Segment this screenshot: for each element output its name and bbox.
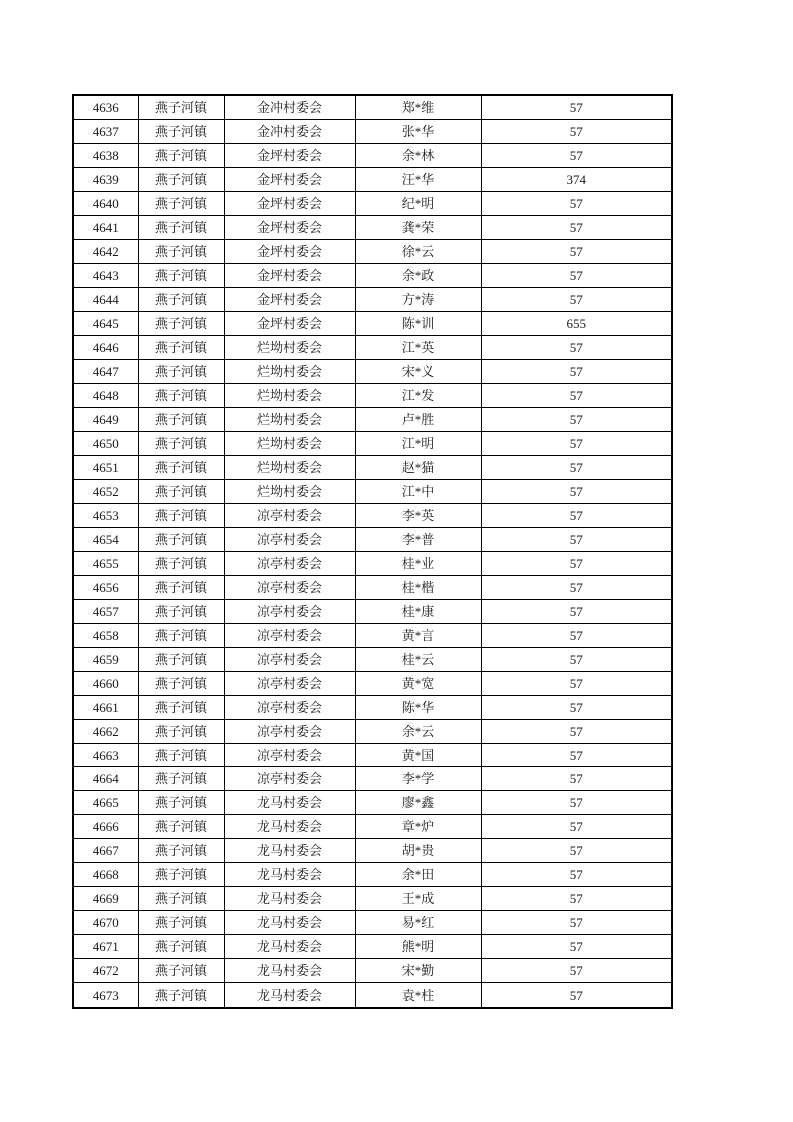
cell-amount: 57 bbox=[481, 983, 672, 1008]
cell-person-name: 江*英 bbox=[355, 336, 481, 360]
cell-village-committee: 龙马村委会 bbox=[224, 791, 355, 815]
cell-amount: 57 bbox=[481, 192, 672, 216]
table-row bbox=[73, 383, 672, 407]
cell-person-name: 宋*勤 bbox=[355, 959, 481, 983]
cell-village-committee: 金冲村委会 bbox=[224, 95, 355, 120]
cell-serial-number: 4663 bbox=[73, 743, 138, 767]
cell-person-name: 江*明 bbox=[355, 431, 481, 455]
cell-person-name: 廖*鑫 bbox=[355, 791, 481, 815]
cell-village-committee: 烂坳村委会 bbox=[224, 479, 355, 503]
cell-village-committee: 金坪村委会 bbox=[224, 312, 355, 336]
cell-serial-number: 4655 bbox=[73, 551, 138, 575]
cell-amount: 57 bbox=[481, 264, 672, 288]
cell-town: 燕子河镇 bbox=[138, 479, 224, 503]
table-row bbox=[73, 264, 672, 288]
cell-amount: 57 bbox=[481, 288, 672, 312]
cell-serial-number: 4643 bbox=[73, 264, 138, 288]
cell-town: 燕子河镇 bbox=[138, 935, 224, 959]
cell-town: 燕子河镇 bbox=[138, 647, 224, 671]
table-row bbox=[73, 767, 672, 791]
table-row bbox=[73, 527, 672, 551]
table-row bbox=[73, 240, 672, 264]
table-row bbox=[73, 887, 672, 911]
cell-village-committee: 龙马村委会 bbox=[224, 815, 355, 839]
cell-person-name: 徐*云 bbox=[355, 240, 481, 264]
cell-person-name: 余*林 bbox=[355, 144, 481, 168]
cell-serial-number: 4652 bbox=[73, 479, 138, 503]
cell-amount: 57 bbox=[481, 863, 672, 887]
cell-village-committee: 金坪村委会 bbox=[224, 240, 355, 264]
cell-town: 燕子河镇 bbox=[138, 815, 224, 839]
cell-town: 燕子河镇 bbox=[138, 240, 224, 264]
cell-town: 燕子河镇 bbox=[138, 168, 224, 192]
cell-person-name: 汪*华 bbox=[355, 168, 481, 192]
table-row bbox=[73, 839, 672, 863]
cell-village-committee: 金坪村委会 bbox=[224, 264, 355, 288]
table-row bbox=[73, 719, 672, 743]
cell-town: 燕子河镇 bbox=[138, 911, 224, 935]
cell-person-name: 桂*康 bbox=[355, 599, 481, 623]
cell-town: 燕子河镇 bbox=[138, 264, 224, 288]
cell-serial-number: 4649 bbox=[73, 407, 138, 431]
cell-amount: 57 bbox=[481, 120, 672, 144]
table-row bbox=[73, 168, 672, 192]
cell-town: 燕子河镇 bbox=[138, 887, 224, 911]
table-row bbox=[73, 551, 672, 575]
cell-village-committee: 龙马村委会 bbox=[224, 887, 355, 911]
cell-town: 燕子河镇 bbox=[138, 983, 224, 1008]
roster-table bbox=[72, 94, 673, 1009]
cell-village-committee: 凉亭村委会 bbox=[224, 599, 355, 623]
table-row bbox=[73, 599, 672, 623]
cell-town: 燕子河镇 bbox=[138, 959, 224, 983]
cell-amount: 57 bbox=[481, 887, 672, 911]
cell-amount: 374 bbox=[481, 168, 672, 192]
cell-amount: 57 bbox=[481, 336, 672, 360]
table-row bbox=[73, 431, 672, 455]
cell-amount: 57 bbox=[481, 431, 672, 455]
cell-village-committee: 龙马村委会 bbox=[224, 839, 355, 863]
cell-town: 燕子河镇 bbox=[138, 839, 224, 863]
cell-serial-number: 4672 bbox=[73, 959, 138, 983]
cell-serial-number: 4645 bbox=[73, 312, 138, 336]
cell-serial-number: 4641 bbox=[73, 216, 138, 240]
cell-town: 燕子河镇 bbox=[138, 743, 224, 767]
cell-village-committee: 烂坳村委会 bbox=[224, 336, 355, 360]
cell-amount: 57 bbox=[481, 240, 672, 264]
cell-person-name: 章*炉 bbox=[355, 815, 481, 839]
cell-town: 燕子河镇 bbox=[138, 383, 224, 407]
cell-person-name: 纪*明 bbox=[355, 192, 481, 216]
cell-amount: 57 bbox=[481, 839, 672, 863]
cell-amount: 57 bbox=[481, 791, 672, 815]
cell-amount: 57 bbox=[481, 575, 672, 599]
cell-serial-number: 4665 bbox=[73, 791, 138, 815]
cell-town: 燕子河镇 bbox=[138, 623, 224, 647]
cell-person-name: 黄*言 bbox=[355, 623, 481, 647]
cell-amount: 57 bbox=[481, 743, 672, 767]
table-row bbox=[73, 815, 672, 839]
cell-serial-number: 4651 bbox=[73, 455, 138, 479]
cell-person-name: 黄*宽 bbox=[355, 671, 481, 695]
cell-person-name: 袁*柱 bbox=[355, 983, 481, 1008]
cell-person-name: 黄*国 bbox=[355, 743, 481, 767]
cell-amount: 57 bbox=[481, 815, 672, 839]
table-row bbox=[73, 95, 672, 120]
cell-amount: 57 bbox=[481, 479, 672, 503]
cell-person-name: 陈*华 bbox=[355, 695, 481, 719]
cell-person-name: 宋*义 bbox=[355, 360, 481, 384]
cell-amount: 57 bbox=[481, 623, 672, 647]
cell-serial-number: 4667 bbox=[73, 839, 138, 863]
table-row bbox=[73, 983, 672, 1008]
cell-person-name: 郑*维 bbox=[355, 95, 481, 120]
cell-serial-number: 4644 bbox=[73, 288, 138, 312]
table-row bbox=[73, 935, 672, 959]
cell-village-committee: 烂坳村委会 bbox=[224, 360, 355, 384]
cell-person-name: 桂*云 bbox=[355, 647, 481, 671]
table-row bbox=[73, 503, 672, 527]
cell-village-committee: 烂坳村委会 bbox=[224, 455, 355, 479]
cell-serial-number: 4650 bbox=[73, 431, 138, 455]
cell-serial-number: 4636 bbox=[73, 95, 138, 120]
cell-serial-number: 4670 bbox=[73, 911, 138, 935]
cell-village-committee: 凉亭村委会 bbox=[224, 719, 355, 743]
table-row bbox=[73, 192, 672, 216]
cell-village-committee: 金坪村委会 bbox=[224, 144, 355, 168]
cell-person-name: 李*英 bbox=[355, 503, 481, 527]
table-body bbox=[73, 95, 672, 1008]
table-row bbox=[73, 144, 672, 168]
table-row bbox=[73, 791, 672, 815]
cell-village-committee: 凉亭村委会 bbox=[224, 647, 355, 671]
cell-serial-number: 4648 bbox=[73, 383, 138, 407]
cell-serial-number: 4658 bbox=[73, 623, 138, 647]
cell-village-committee: 烂坳村委会 bbox=[224, 383, 355, 407]
table-row bbox=[73, 959, 672, 983]
cell-serial-number: 4662 bbox=[73, 719, 138, 743]
cell-amount: 57 bbox=[481, 551, 672, 575]
cell-village-committee: 烂坳村委会 bbox=[224, 407, 355, 431]
cell-serial-number: 4638 bbox=[73, 144, 138, 168]
cell-town: 燕子河镇 bbox=[138, 336, 224, 360]
cell-person-name: 方*涛 bbox=[355, 288, 481, 312]
cell-town: 燕子河镇 bbox=[138, 671, 224, 695]
cell-person-name: 江*发 bbox=[355, 383, 481, 407]
cell-town: 燕子河镇 bbox=[138, 791, 224, 815]
cell-amount: 655 bbox=[481, 312, 672, 336]
cell-person-name: 张*华 bbox=[355, 120, 481, 144]
table-row bbox=[73, 120, 672, 144]
table-row bbox=[73, 575, 672, 599]
cell-village-committee: 金坪村委会 bbox=[224, 192, 355, 216]
cell-person-name: 桂*业 bbox=[355, 551, 481, 575]
cell-village-committee: 凉亭村委会 bbox=[224, 671, 355, 695]
cell-amount: 57 bbox=[481, 383, 672, 407]
cell-serial-number: 4660 bbox=[73, 671, 138, 695]
cell-amount: 57 bbox=[481, 695, 672, 719]
cell-town: 燕子河镇 bbox=[138, 695, 224, 719]
cell-village-committee: 金坪村委会 bbox=[224, 168, 355, 192]
table-row bbox=[73, 455, 672, 479]
cell-town: 燕子河镇 bbox=[138, 216, 224, 240]
cell-village-committee: 龙马村委会 bbox=[224, 959, 355, 983]
cell-town: 燕子河镇 bbox=[138, 144, 224, 168]
cell-town: 燕子河镇 bbox=[138, 719, 224, 743]
table-row bbox=[73, 863, 672, 887]
cell-amount: 57 bbox=[481, 911, 672, 935]
cell-person-name: 余*田 bbox=[355, 863, 481, 887]
cell-person-name: 龚*荣 bbox=[355, 216, 481, 240]
cell-person-name: 江*中 bbox=[355, 479, 481, 503]
cell-person-name: 赵*猫 bbox=[355, 455, 481, 479]
cell-town: 燕子河镇 bbox=[138, 767, 224, 791]
cell-amount: 57 bbox=[481, 719, 672, 743]
cell-person-name: 李*普 bbox=[355, 527, 481, 551]
table-row bbox=[73, 623, 672, 647]
table-row bbox=[73, 216, 672, 240]
cell-serial-number: 4659 bbox=[73, 647, 138, 671]
cell-person-name: 李*学 bbox=[355, 767, 481, 791]
cell-person-name: 易*红 bbox=[355, 911, 481, 935]
cell-amount: 57 bbox=[481, 95, 672, 120]
cell-serial-number: 4669 bbox=[73, 887, 138, 911]
cell-town: 燕子河镇 bbox=[138, 575, 224, 599]
cell-village-committee: 龙马村委会 bbox=[224, 935, 355, 959]
cell-amount: 57 bbox=[481, 599, 672, 623]
cell-serial-number: 4673 bbox=[73, 983, 138, 1008]
cell-village-committee: 凉亭村委会 bbox=[224, 623, 355, 647]
cell-serial-number: 4642 bbox=[73, 240, 138, 264]
cell-person-name: 王*成 bbox=[355, 887, 481, 911]
cell-village-committee: 龙马村委会 bbox=[224, 863, 355, 887]
cell-serial-number: 4671 bbox=[73, 935, 138, 959]
cell-town: 燕子河镇 bbox=[138, 192, 224, 216]
cell-person-name: 余*政 bbox=[355, 264, 481, 288]
table-row bbox=[73, 407, 672, 431]
cell-serial-number: 4656 bbox=[73, 575, 138, 599]
cell-serial-number: 4647 bbox=[73, 360, 138, 384]
cell-amount: 57 bbox=[481, 455, 672, 479]
cell-amount: 57 bbox=[481, 767, 672, 791]
cell-town: 燕子河镇 bbox=[138, 360, 224, 384]
cell-amount: 57 bbox=[481, 527, 672, 551]
cell-serial-number: 4661 bbox=[73, 695, 138, 719]
cell-town: 燕子河镇 bbox=[138, 455, 224, 479]
cell-village-committee: 金坪村委会 bbox=[224, 288, 355, 312]
cell-village-committee: 烂坳村委会 bbox=[224, 431, 355, 455]
cell-town: 燕子河镇 bbox=[138, 527, 224, 551]
cell-amount: 57 bbox=[481, 959, 672, 983]
cell-village-committee: 金冲村委会 bbox=[224, 120, 355, 144]
cell-town: 燕子河镇 bbox=[138, 503, 224, 527]
cell-village-committee: 凉亭村委会 bbox=[224, 503, 355, 527]
cell-town: 燕子河镇 bbox=[138, 551, 224, 575]
cell-amount: 57 bbox=[481, 503, 672, 527]
cell-town: 燕子河镇 bbox=[138, 120, 224, 144]
table-row bbox=[73, 360, 672, 384]
cell-person-name: 胡*贵 bbox=[355, 839, 481, 863]
cell-amount: 57 bbox=[481, 144, 672, 168]
cell-amount: 57 bbox=[481, 935, 672, 959]
cell-town: 燕子河镇 bbox=[138, 288, 224, 312]
cell-town: 燕子河镇 bbox=[138, 407, 224, 431]
cell-serial-number: 4637 bbox=[73, 120, 138, 144]
cell-amount: 57 bbox=[481, 407, 672, 431]
cell-serial-number: 4653 bbox=[73, 503, 138, 527]
cell-serial-number: 4668 bbox=[73, 863, 138, 887]
table-row bbox=[73, 312, 672, 336]
table-row bbox=[73, 743, 672, 767]
cell-village-committee: 凉亭村委会 bbox=[224, 575, 355, 599]
table-row bbox=[73, 288, 672, 312]
table-row bbox=[73, 911, 672, 935]
cell-serial-number: 4654 bbox=[73, 527, 138, 551]
cell-amount: 57 bbox=[481, 647, 672, 671]
cell-village-committee: 凉亭村委会 bbox=[224, 551, 355, 575]
cell-amount: 57 bbox=[481, 671, 672, 695]
cell-amount: 57 bbox=[481, 216, 672, 240]
cell-serial-number: 4646 bbox=[73, 336, 138, 360]
cell-serial-number: 4657 bbox=[73, 599, 138, 623]
cell-village-committee: 金坪村委会 bbox=[224, 216, 355, 240]
cell-serial-number: 4664 bbox=[73, 767, 138, 791]
cell-amount: 57 bbox=[481, 360, 672, 384]
cell-town: 燕子河镇 bbox=[138, 312, 224, 336]
table-row bbox=[73, 695, 672, 719]
cell-village-committee: 龙马村委会 bbox=[224, 911, 355, 935]
table-row bbox=[73, 671, 672, 695]
table-row bbox=[73, 336, 672, 360]
cell-serial-number: 4640 bbox=[73, 192, 138, 216]
cell-person-name: 熊*明 bbox=[355, 935, 481, 959]
cell-town: 燕子河镇 bbox=[138, 431, 224, 455]
table-row bbox=[73, 479, 672, 503]
table-row bbox=[73, 647, 672, 671]
cell-village-committee: 凉亭村委会 bbox=[224, 743, 355, 767]
cell-person-name: 陈*训 bbox=[355, 312, 481, 336]
cell-serial-number: 4639 bbox=[73, 168, 138, 192]
cell-town: 燕子河镇 bbox=[138, 863, 224, 887]
cell-village-committee: 龙马村委会 bbox=[224, 983, 355, 1008]
cell-village-committee: 凉亭村委会 bbox=[224, 767, 355, 791]
cell-serial-number: 4666 bbox=[73, 815, 138, 839]
cell-village-committee: 凉亭村委会 bbox=[224, 527, 355, 551]
cell-village-committee: 凉亭村委会 bbox=[224, 695, 355, 719]
cell-town: 燕子河镇 bbox=[138, 95, 224, 120]
cell-person-name: 卢*胜 bbox=[355, 407, 481, 431]
cell-person-name: 桂*楷 bbox=[355, 575, 481, 599]
cell-person-name: 余*云 bbox=[355, 719, 481, 743]
cell-town: 燕子河镇 bbox=[138, 599, 224, 623]
